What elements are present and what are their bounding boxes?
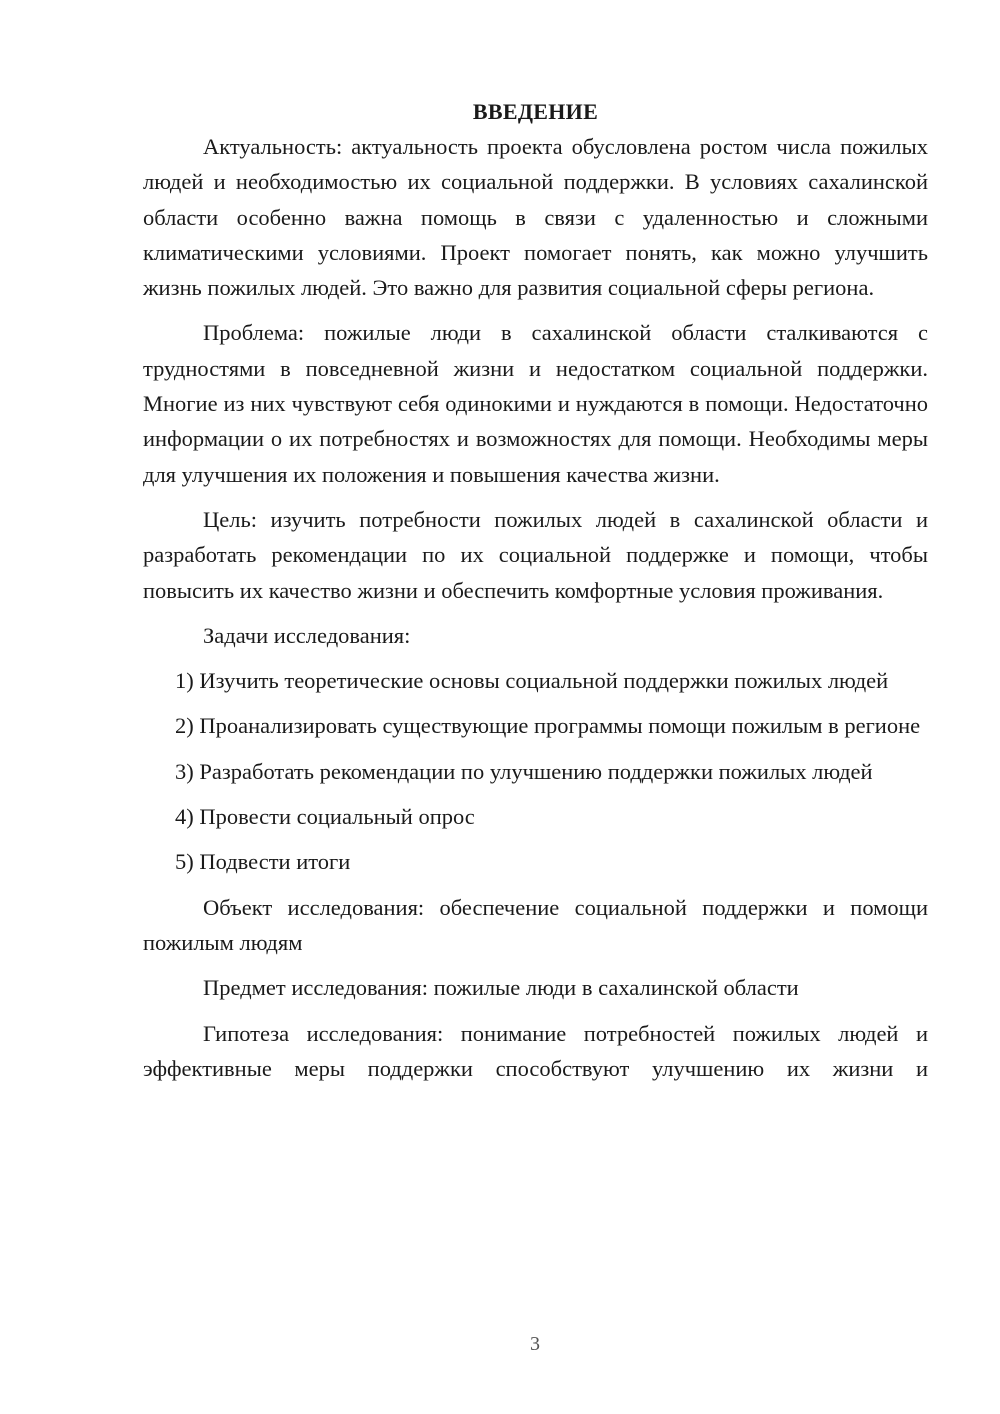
relevance-paragraph: Актуальность: актуальность проекта обусловлена ростом числа пожилых людей и необходимостью их социальной поддержки. В условиях сахалинской области особенно важна помощь в связи с удаленностью и сложными климатическими условиями. Проект помогает понять, как можно улучшить жизнь пожилых людей. Это важно для развития социальной сферы региона. — [143, 134, 928, 301]
problem-paragraph: Проблема: пожилые люди в сахалинской области сталкиваются с трудностями в повседневной жизни и недостатком социальной поддержки. Многие из них чувствуют себя одинокими и нуждаются в помощи. Недостаточно информации о их потребностях и возможностях для помощи. Необходимы меры для улучшения их положения и повышения качества жизни. — [143, 320, 928, 487]
page-title: ВВЕДЕНИЕ — [472, 99, 599, 124]
task-item-1: 1) Изучить теоретические основы социальной поддержки пожилых людей — [175, 668, 889, 694]
task-item-4: 4) Провести социальный опрос — [175, 804, 475, 830]
object-paragraph: Объект исследования: обеспечение социальной поддержки и помощи пожилым людям — [143, 894, 928, 955]
task-item-3: 3) Разработать рекомендации по улучшению поддержки пожилых людей — [175, 758, 873, 784]
subject-paragraph: Предмет исследования: пожилые люди в сахалинской области — [203, 975, 799, 1001]
task-item-2: 2) Проанализировать существующие программы помощи пожилым в регионе — [175, 713, 921, 739]
document-page — [143, 94, 928, 1096]
task-item-5: 5) Подвести итоги — [175, 849, 351, 875]
page-number: 3 — [530, 1333, 540, 1355]
tasks-heading: Задачи исследования: — [203, 622, 411, 648]
hypothesis-paragraph: Гипотеза исследования: понимание потребностей пожилых людей и эффективные меры поддержки способствуют улучшению их жизни и — [143, 1020, 928, 1081]
goal-paragraph: Цель: изучить потребности пожилых людей в сахалинской области и разработать рекомендации по их социальной поддержке и помощи, чтобы повысить их качество жизни и обеспечить комфортные условия проживания. — [143, 506, 928, 603]
